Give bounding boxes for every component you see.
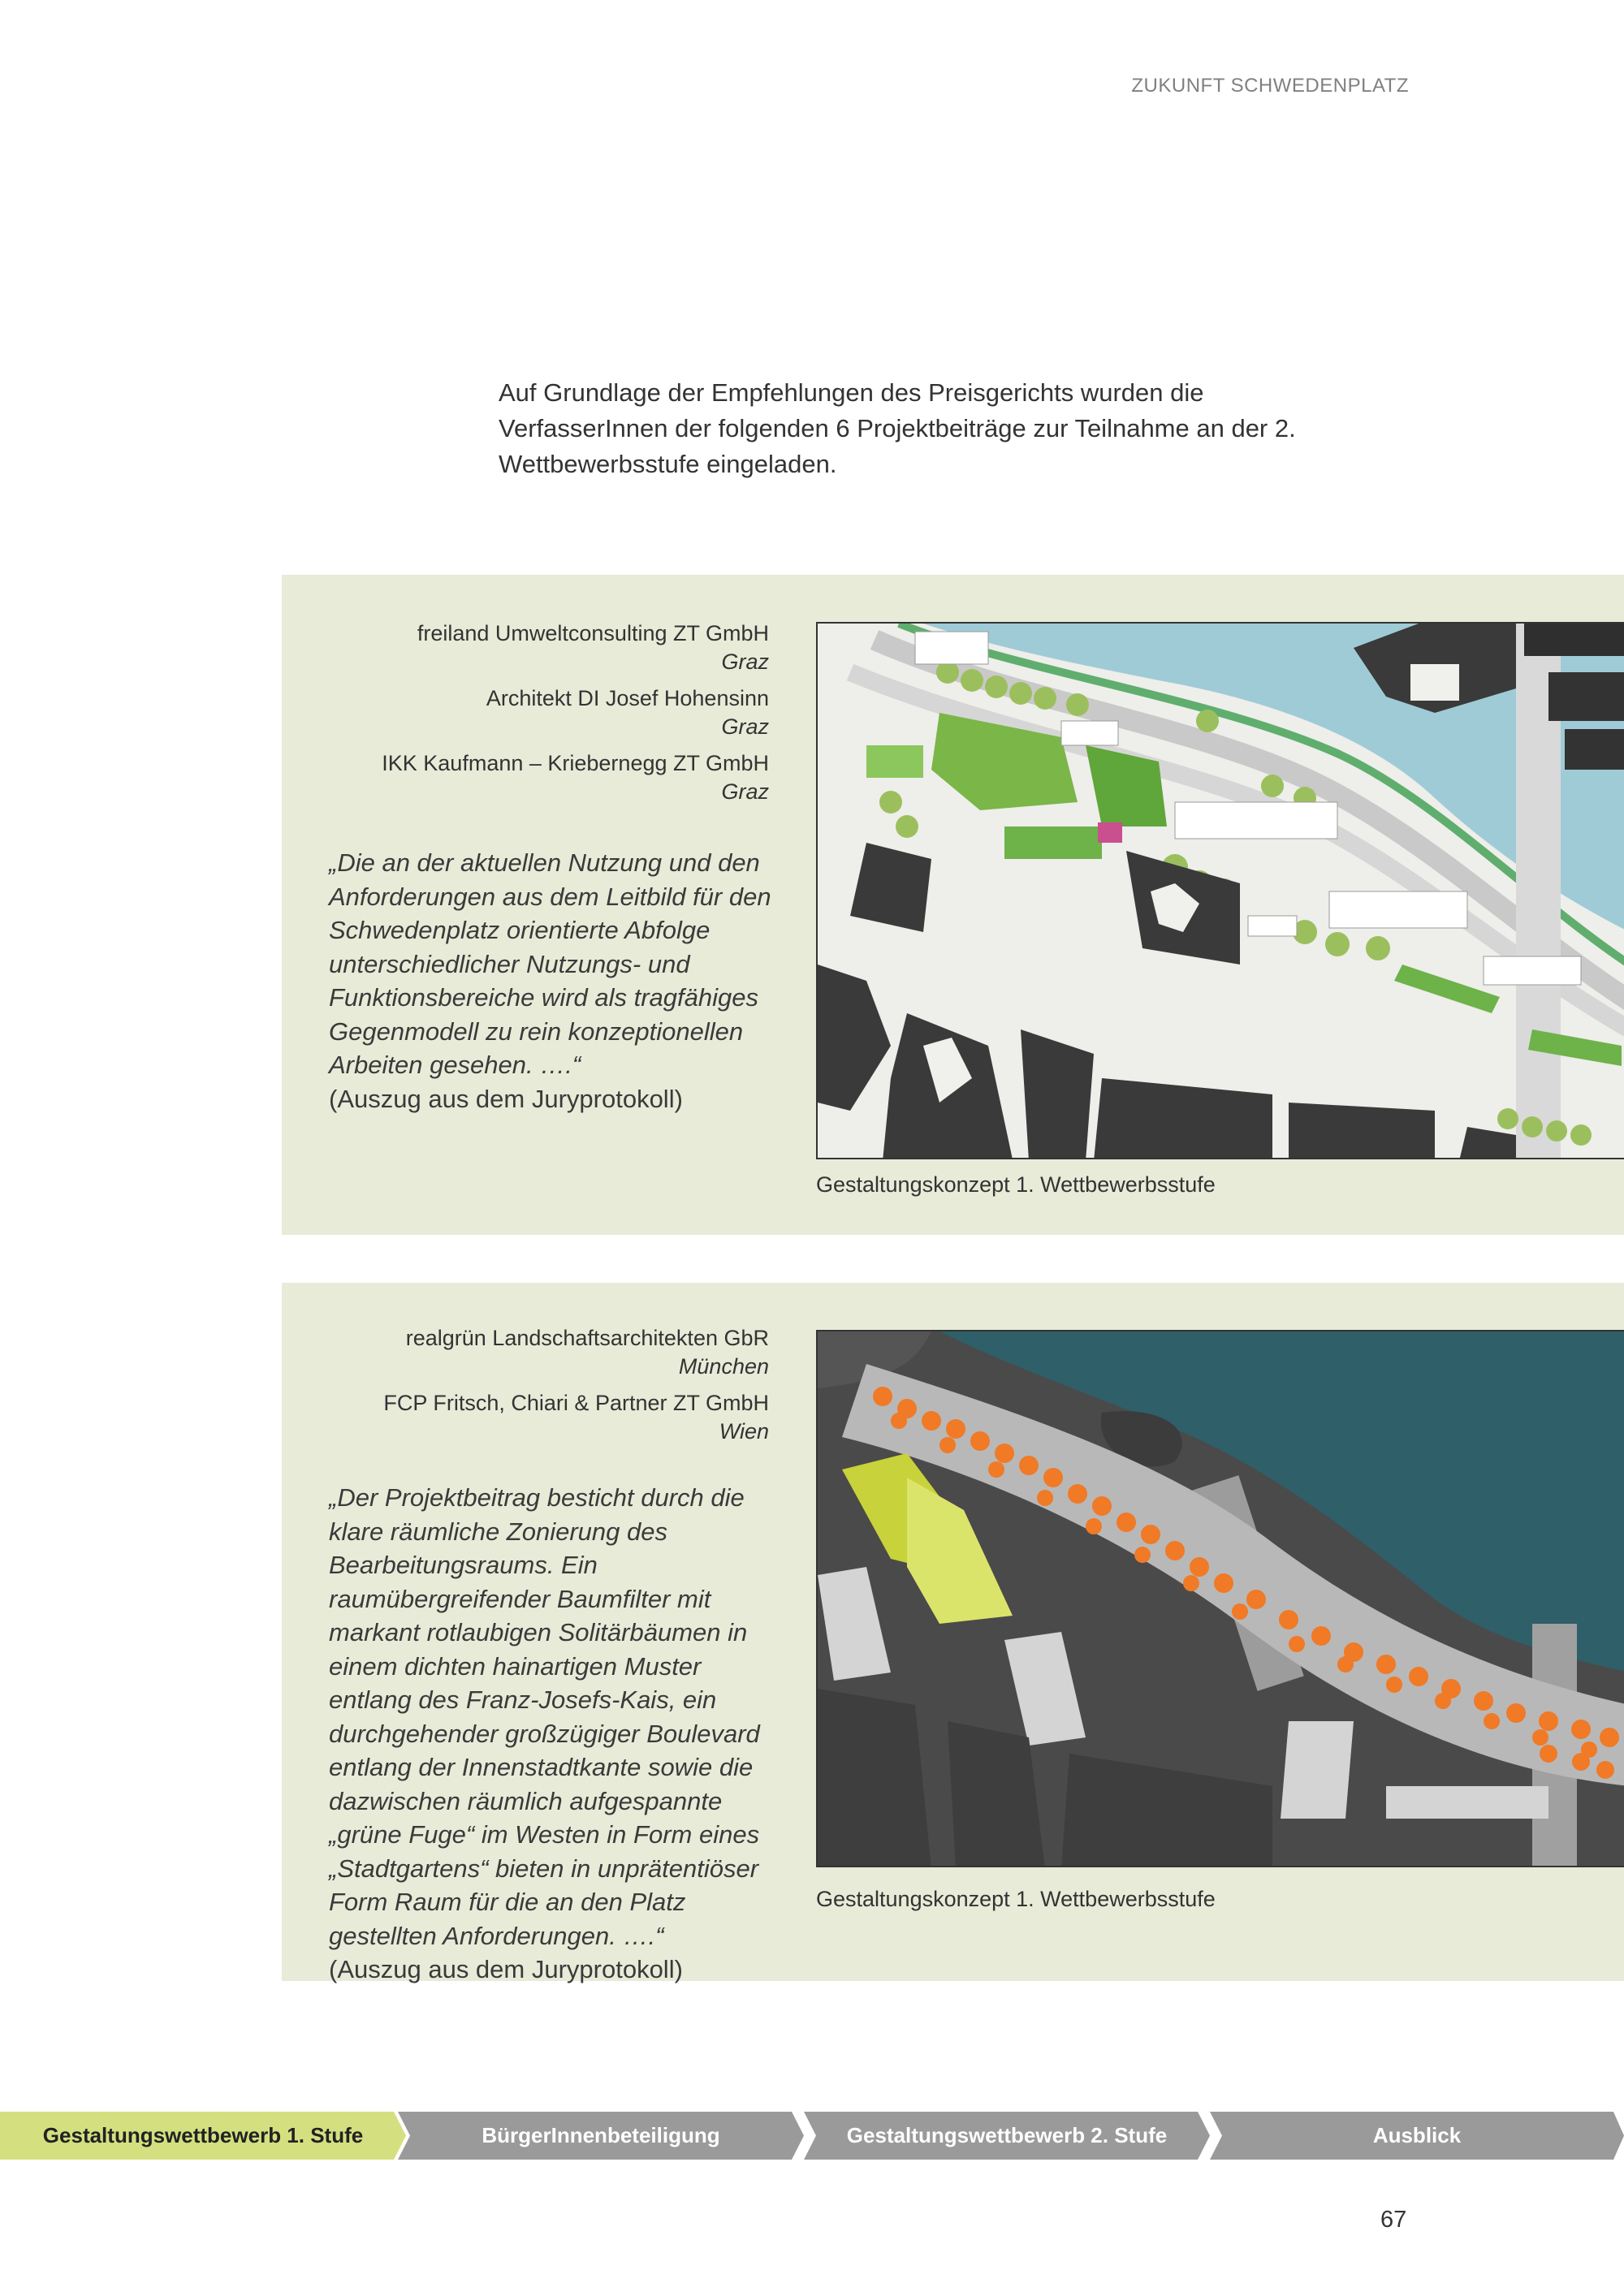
nav-step-label: Gestaltungswettbewerb 1. Stufe xyxy=(42,2123,364,2147)
map-caption-2: Gestaltungskonzept 1. Wettbewerbsstufe xyxy=(816,1887,1216,1911)
project-panel-2 xyxy=(282,1283,1624,1981)
credit-city: Graz xyxy=(721,714,769,739)
quote-source: (Auszug aus dem Juryprotokoll) xyxy=(329,1955,683,1983)
credit-city: Graz xyxy=(721,650,769,674)
credit-name: FCP Fritsch, Chiari & Partner ZT GmbH xyxy=(383,1391,769,1415)
nav-step-label: BürgerInnenbeteiligung xyxy=(482,2123,720,2147)
credit-city: München xyxy=(678,1354,769,1379)
credit xyxy=(282,1323,769,1380)
credit xyxy=(282,619,769,675)
credit-name: realgrün Landschaftsarchitekten GbR xyxy=(405,1326,769,1350)
map-caption-1: Gestaltungskonzept 1. Wettbewerbsstufe xyxy=(816,1172,1216,1197)
project-panel-1 xyxy=(282,575,1624,1235)
credit-city: Graz xyxy=(721,779,769,804)
credit xyxy=(282,684,769,740)
quote-text: „Der Projektbeitrag besticht durch die klare räumliche Zonierung des Bearbeitungsraums. Ein raumübergreifender Baumfilter mit markant rotlaubigen Solitärbäumen in einem dichten hainartigen Muster entlang des Franz-Josefs-Kais, ein durchgehender großzügiger Boulevard entlang der Innenstadtkante sowie die dazwischen räumlich aufgespannte „grüne Fuge“ im Westen in Form eines „Stadtgartens“ bieten in unprätentiöser Form Raum für die an den Platz gestellten Anforderungen. ….“ xyxy=(329,1483,760,1950)
page-number: 67 xyxy=(1380,2207,1407,2233)
nav-step-2[interactable] xyxy=(398,2112,804,2160)
credit-city: Wien xyxy=(719,1419,769,1444)
quote-source: (Auszug aus dem Juryprotokoll) xyxy=(329,1084,683,1113)
site-plan-map-1 xyxy=(816,622,1624,1159)
nav-step-4[interactable] xyxy=(1210,2112,1624,2160)
credit xyxy=(282,1388,769,1445)
jury-quote-2 xyxy=(329,1481,784,1987)
credit xyxy=(282,749,769,805)
nav-step-label: Gestaltungswettbewerb 2. Stufe xyxy=(846,2123,1168,2147)
site-plan-map-2 xyxy=(816,1330,1624,1867)
nav-step-label: Ausblick xyxy=(1372,2123,1462,2147)
project-2-credits xyxy=(282,1323,769,1453)
credit-name: IKK Kaufmann – Kriebernegg ZT GmbH xyxy=(382,751,769,775)
nav-step-1[interactable] xyxy=(0,2112,406,2160)
process-navigation xyxy=(0,2112,1624,2160)
credit-name: freiland Umweltconsulting ZT GmbH xyxy=(417,621,769,645)
jury-quote-1 xyxy=(329,846,784,1116)
quote-text: „Die an der aktuellen Nutzung und den Anforderungen aus dem Leitbild für den Schwedenplatz orientierte Abfolge unterschiedlicher Nutzungs- und Funktionsbereiche wird als tragfähiges Gegenmodell zu rein konzeptionellen Arbeiten gesehen. ….“ xyxy=(329,848,771,1079)
running-header: ZUKUNFT SCHWEDENPLATZ xyxy=(1131,75,1409,97)
credit-name: Architekt DI Josef Hohensinn xyxy=(486,686,769,710)
intro-paragraph: Auf Grundlage der Empfehlungen des Preisgerichts wurden die VerfasserInnen der folgenden 6 Projektbeiträge zur Teilnahme an der 2. Wettbewerbsstufe eingeladen. xyxy=(499,378,1296,478)
project-1-credits xyxy=(282,619,769,814)
nav-step-3[interactable] xyxy=(804,2112,1210,2160)
